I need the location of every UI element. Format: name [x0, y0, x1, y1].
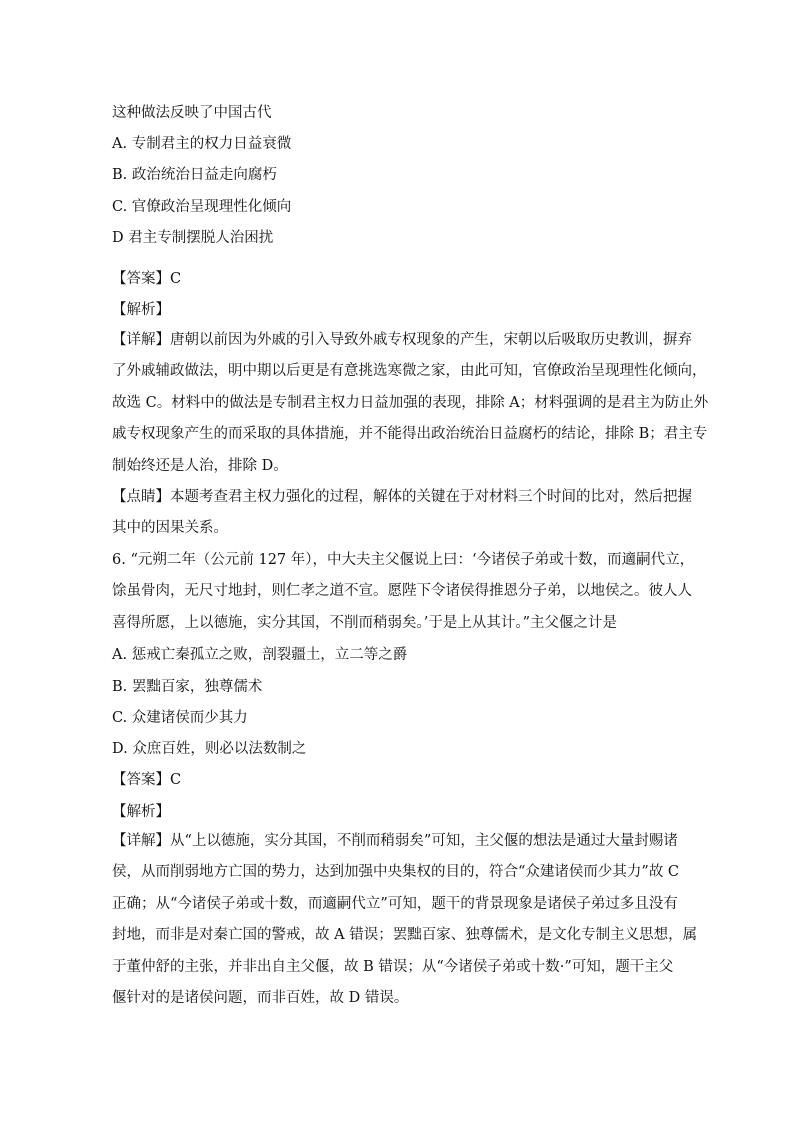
detail-paragraph	[112, 826, 698, 1014]
comment-paragraph	[112, 482, 692, 545]
option-d: D 君主专制摆脱人治困扰	[112, 230, 274, 246]
option-b: B. 政治统治日益走向腐朽	[112, 167, 277, 183]
detail-row: 于董仲舒的主张，并非出自主父偃，故 B 错误；从“今诸侯子弟或十数·”可知，题干主父	[112, 958, 674, 975]
detail-row: 制始终还是人治，排除 D。	[112, 457, 288, 474]
answer-label: 【答案】C	[112, 772, 182, 788]
detail-paragraph	[112, 325, 709, 482]
question-stem-tail: 这种做法反映了中国古代	[112, 105, 272, 121]
stem-row: 馀虽骨肉，无尺寸地封，则仁孝之道不宣。愿陛下令诸侯得推恩分子弟，以地侯之。彼人人	[112, 583, 692, 600]
option-a: A. 专制君主的权力日益衰微	[112, 136, 292, 152]
analysis-label: 【解析】	[112, 804, 170, 820]
option-c: C. 官僚政治呈现理性化倾向	[112, 199, 292, 215]
option-a: A. 惩戒亡秦孤立之败，剖裂疆土，立二等之爵	[112, 647, 408, 663]
detail-row: 戚专权现象产生的而采取的具体措施，并不能得出政治统治日益腐朽的结论，排除 B；君主专	[112, 426, 708, 443]
detail-row: 侯，从而削弱地方亡国的势力，达到加强中央集权的目的，符合“众建诸侯而少其力”故 C	[112, 864, 680, 881]
detail-row: 【详解】从“上以德施，实分其国，不削而稍弱矣”可知，主父偃的想法是通过大量封赐诸	[112, 833, 678, 849]
option-c: C. 众建诸侯而少其力	[112, 710, 248, 726]
option-d: D. 众庶百姓，则必以法数制之	[112, 741, 307, 757]
stem-row: 6. “元朔二年（公元前 127 年），中大夫主父偃说上曰：‘今诸侯子弟或十数，而適嗣代立，	[112, 552, 695, 568]
detail-row: 封地，而非是对秦亡国的警戒，故 A 错误；罢黜百家、独尊儒术，是文化专制主义思想，属	[112, 927, 698, 944]
stem-row: 喜得所愿，上以德施，实分其国，不削而稍弱矣。’于是上从其计。”主父偃之计是	[112, 614, 618, 631]
option-b: B. 罢黜百家，独尊儒术	[112, 679, 263, 695]
comment-row: 其中的因果关系。	[112, 520, 228, 537]
comment-row: 【点睛】本题考查君主权力强化的过程，解体的关键在于对材料三个时间的比对，然后把握	[112, 489, 692, 505]
detail-row: 了外戚辅政做法，明中期以后更是有意挑选寒微之家，由此可知，官僚政治呈现理性化倾向，	[112, 363, 707, 380]
analysis-label: 【解析】	[112, 302, 170, 318]
question-6-stem	[112, 545, 695, 639]
detail-row: 【详解】唐朝以前因为外戚的引入导致外戚专权现象的产生，宋朝以后吸取历史教训，摒弃	[112, 332, 692, 348]
answer-label: 【答案】C	[112, 271, 182, 287]
detail-row: 偃针对的是诸侯问题，而非百姓，故 D 错误。	[112, 990, 409, 1007]
detail-row: 故选 C。材料中的做法是专制君主权力日益加强的表现，排除 A；材料强调的是君主为防止外	[112, 394, 709, 411]
detail-row: 正确；从“今诸侯子弟或十数，而適嗣代立”可知，题干的背景现象是诸侯子弟过多且没有	[112, 895, 678, 912]
